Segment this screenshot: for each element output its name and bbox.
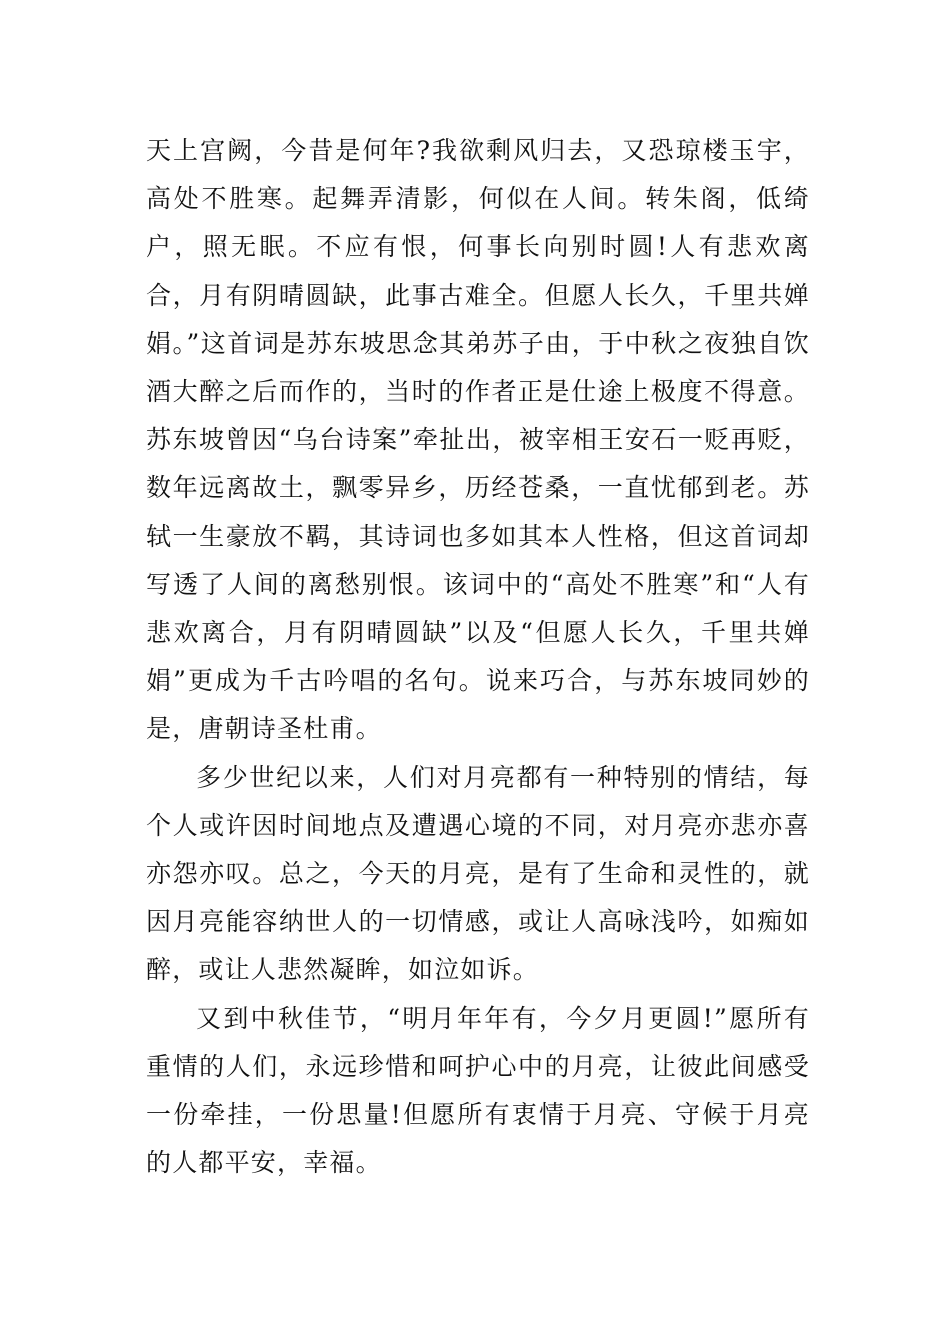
document-body bbox=[146, 127, 810, 1187]
paragraph-2: 多少世纪以来，人们对月亮都有一种特别的情结，每个人或许因时间地点及遭遇心境的不同，对月亮亦悲亦喜亦怨亦叹。总之，今天的月亮，是有了生命和灵性的，就因月亮能容纳世人的一切情感，或让人高咏浅吟，如痴如醉，或让人悲然凝眸，如泣如诉。 bbox=[146, 762, 810, 985]
paragraph-1: 天上宫阙，今昔是何年?我欲剩风归去，又恐琼楼玉宇，高处不胜寒。起舞弄清影，何似在人间。转朱阁，低绮户，照无眠。不应有恨，何事长向别时圆!人有悲欢离合，月有阴晴圆缺，此事古难全。但愿人长久，千里共婵娟。”这首词是苏东坡思念其弟苏子由，于中秋之夜独自饮酒大醉之后而作的，当时的作者正是仕途上极度不得意。苏东坡曾因“乌台诗案”牵扯出，被宰相王安石一贬再贬，数年远离故土，飘零异乡，历经苍桑，一直忧郁到老。苏轼一生豪放不羁，其诗词也多如其本人性格，但这首词却写透了人间的离愁别恨。该词中的“高处不胜寒”和“人有悲欢离合，月有阴晴圆缺”以及“但愿人长久，千里共婵娟”更成为千古吟唱的名句。说来巧合，与苏东坡同妙的是，唐朝诗圣杜甫。 bbox=[146, 136, 810, 744]
paragraph-3: 又到中秋佳节，“明月年年有，今夕月更圆!”愿所有重情的人们，永远珍惜和呵护心中的月亮，让彼此间感受一份牵挂，一份思量!但愿所有衷情于月亮、守候于月亮的人都平安，幸福。 bbox=[146, 1003, 810, 1178]
